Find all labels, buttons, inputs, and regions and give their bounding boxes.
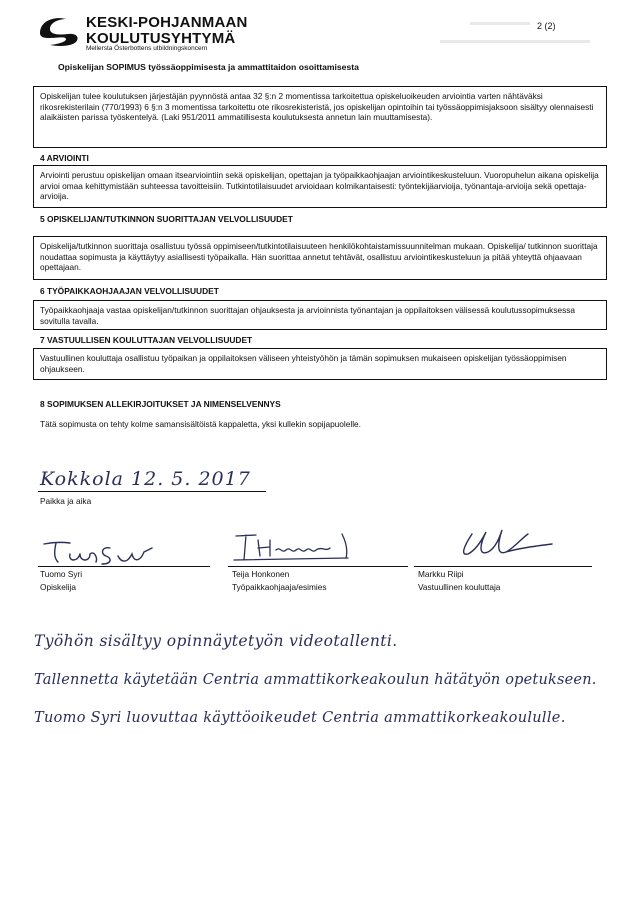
logo-icon — [36, 13, 80, 47]
signature-teija-honkonen — [230, 530, 360, 566]
signer-name-student: Tuomo Syri — [40, 569, 83, 579]
handwritten-note-line1: Työhön sisältyy opinnäytetyön videotallenti. — [34, 632, 398, 650]
section-8-text: Tätä sopimusta on tehty kolme samansisältöistä kappaletta, yksi kullekin sopijapuolelle. — [40, 419, 361, 429]
section-6-heading: 6 TYÖPAIKKAOHJAAJAN VELVOLLISUUDET — [40, 286, 219, 296]
section-4-text: Arviointi perustuu opiskelijan omaan itsearviointiin sekä opiskelijan, opettajan ja työpaikkaohjaajan arviointikeskusteluun. Vuoropuhelun aikana opiskelija arvioi omaa kehittymistään suhteessa tavoitteisiin. Tutkintotilaisuudet arvioidaan kolmikantaisesti: työntekijäarvioija, työnantaja-arvioija sekä opettaja-arvioija. — [40, 170, 599, 202]
intro-text: Opiskelijan tulee koulutuksen järjestäjän pyynnöstä antaa 32 §:n 2 momentissa tarkoitettua opiskeluoikeuden arviointia varten nähtäväksi rikosrekisterilain (770/1993) 6 §:n 3 momentissa tarkoitettu ote rikosrekisteristä, jos opiskelijan opintoihin tai työssäoppimisjaksoon sisältyy olennaisesti alaikäisten parissa työskentelyä. (Laki 951/2011 ammatillisesta koulutuksesta annetun lain muuttamisesta). — [40, 91, 594, 123]
handwritten-note-line2: Tallennetta käytetään Centria ammattikorkeakoulun hätätyön opetukseen. — [34, 672, 597, 688]
signature-markku-riipi — [450, 522, 560, 562]
show-through-mark — [440, 40, 590, 43]
signer-role-trainer: Vastuullinen kouluttaja — [418, 582, 501, 592]
signer-name-supervisor: Teija Honkonen — [232, 569, 290, 579]
signature-tuomo-syri — [40, 534, 160, 566]
org-name-line1: KESKI-POHJANMAAN — [86, 14, 248, 31]
signature-line-supervisor — [228, 566, 408, 567]
section-8-heading: 8 SOPIMUKSEN ALLEKIRJOITUKSET JA NIMENSELVENNYS — [40, 399, 281, 409]
page-number: 2 (2) — [537, 21, 556, 31]
place-date-label: Paikka ja aika — [40, 496, 92, 506]
section-7-text: Vastuullinen kouluttaja osallistuu työpaikan ja oppilaitoksen väliseen yhteistyöhön ja tämän sopimuksen mukaiseen opiskelijan työssäoppimisen ohjaukseen. — [40, 353, 567, 374]
document-title: Opiskelijan SOPIMUS työssäoppimisesta ja ammattitaidon osoittamisesta — [58, 62, 359, 72]
signer-role-student: Opiskelija — [40, 582, 76, 592]
section-4-box — [33, 165, 607, 208]
section-5-heading: 5 OPISKELIJAN/TUTKINNON SUORITTAJAN VELVOLLISUUDET — [40, 214, 293, 224]
section-4-heading: 4 ARVIOINTI — [40, 153, 89, 163]
place-date-line — [38, 491, 266, 492]
section-7-heading: 7 VASTUULLISEN KOULUTTAJAN VELVOLLISUUDET — [40, 335, 253, 345]
intro-box — [33, 86, 607, 148]
org-name — [86, 15, 248, 47]
signer-role-supervisor: Työpaikkaohjaaja/esimies — [232, 582, 327, 592]
section-5-box — [33, 236, 607, 280]
signature-line-student — [38, 566, 210, 567]
place-date-handwritten: Kokkola 12. 5. 2017 — [40, 468, 251, 490]
handwritten-note-line3: Tuomo Syri luovuttaa käyttöoikeudet Centria ammattikorkeakoululle. — [34, 710, 566, 726]
org-name-line2: KOULUTUSYHTYMÄ — [86, 30, 236, 47]
section-5-text: Opiskelija/tutkinnon suorittaja osallistuu työssä oppimiseen/tutkintotilaisuuteen henkilökohtaistamissuunnitelman mukaan. Opiskelija/ tutkinnon suorittaja noudattaa sopimusta ja käyttäytyy asiallisesti työpaikalla. Hän suorittaa annetut tehtävät, osallistuu arviointikeskusteluun ja pitää yhteyttä ohjaavaan opettajaan. — [40, 241, 598, 273]
section-6-text: Työpaikkaohjaaja vastaa opiskelijan/tutkinnon suorittajan ohjauksesta ja arvioinnista työnantajan ja oppilaitoksen välisessä koulutussopimuksessa sovitulla tavalla. — [40, 305, 576, 326]
signer-name-trainer: Markku Riipi — [418, 569, 464, 579]
section-6-box — [33, 300, 607, 330]
section-7-box — [33, 348, 607, 380]
signature-line-trainer — [414, 566, 592, 567]
show-through-mark — [470, 22, 530, 25]
org-subtitle: Mellersta Österbottens utbildningskoncern — [86, 45, 208, 52]
